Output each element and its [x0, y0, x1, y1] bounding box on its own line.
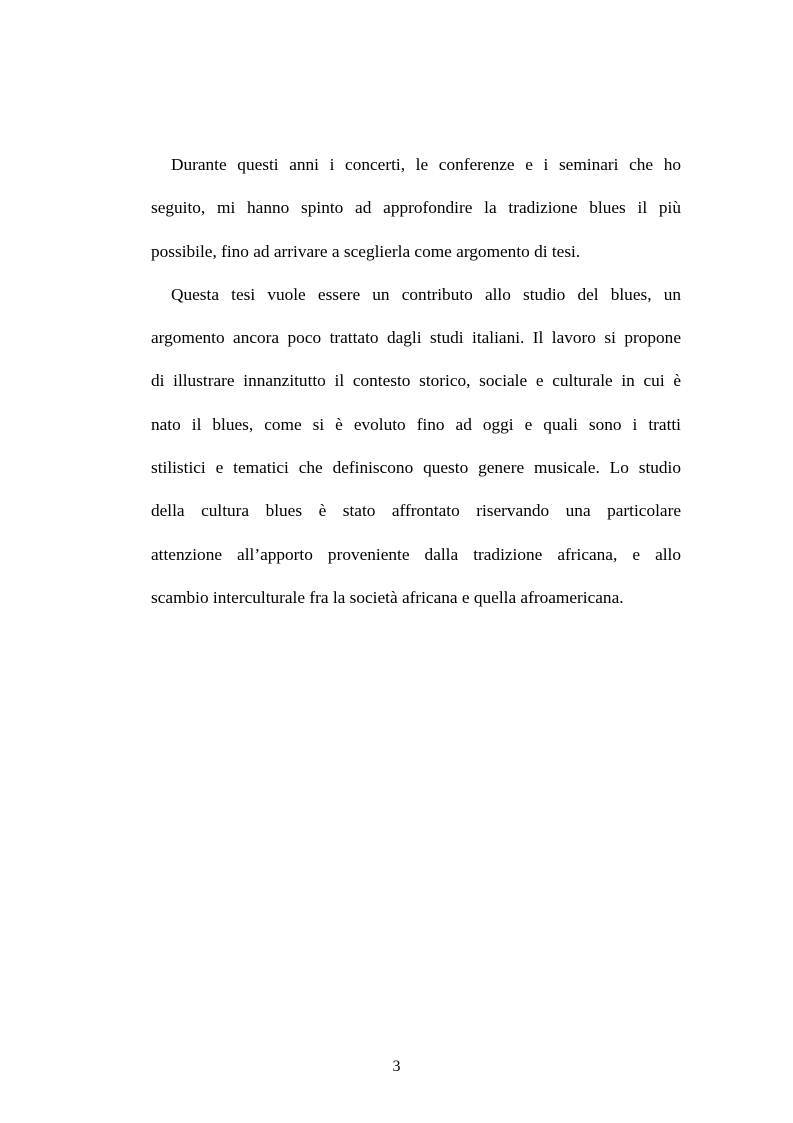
paragraph-line: di illustrare innanzitutto il contesto storico, sociale e culturale in cui è — [151, 371, 681, 391]
paragraph-line: seguito, mi hanno spinto ad approfondire la tradizione blues il più — [151, 198, 681, 218]
paragraph-line: stilistici e tematici che definiscono questo genere musicale. Lo studio — [151, 458, 681, 478]
paragraph-line: scambio interculturale fra la società africana e quella afroamericana. — [151, 587, 624, 607]
paragraph-1 — [151, 143, 681, 273]
page-number: 3 — [392, 1058, 401, 1075]
paragraph-line: Questa tesi vuole essere un contributo allo studio del blues, un — [171, 284, 681, 304]
paragraph-line: della cultura blues è stato affrontato riservando una particolare — [151, 501, 681, 521]
paragraph-line: Durante questi anni i concerti, le conferenze e i seminari che ho — [171, 155, 681, 174]
document-body — [151, 143, 681, 619]
paragraph-line: nato il blues, come si è evoluto fino ad oggi e quali sono i tratti — [151, 414, 681, 434]
paragraph-line: possibile, fino ad arrivare a sceglierla come argomento di tesi. — [151, 241, 581, 261]
paragraph-line: argomento ancora poco trattato dagli studi italiani. Il lavoro si propone — [151, 328, 681, 348]
paragraph-line: attenzione all’apporto proveniente dalla tradizione africana, e allo — [151, 544, 681, 564]
paragraph-2 — [151, 273, 681, 619]
